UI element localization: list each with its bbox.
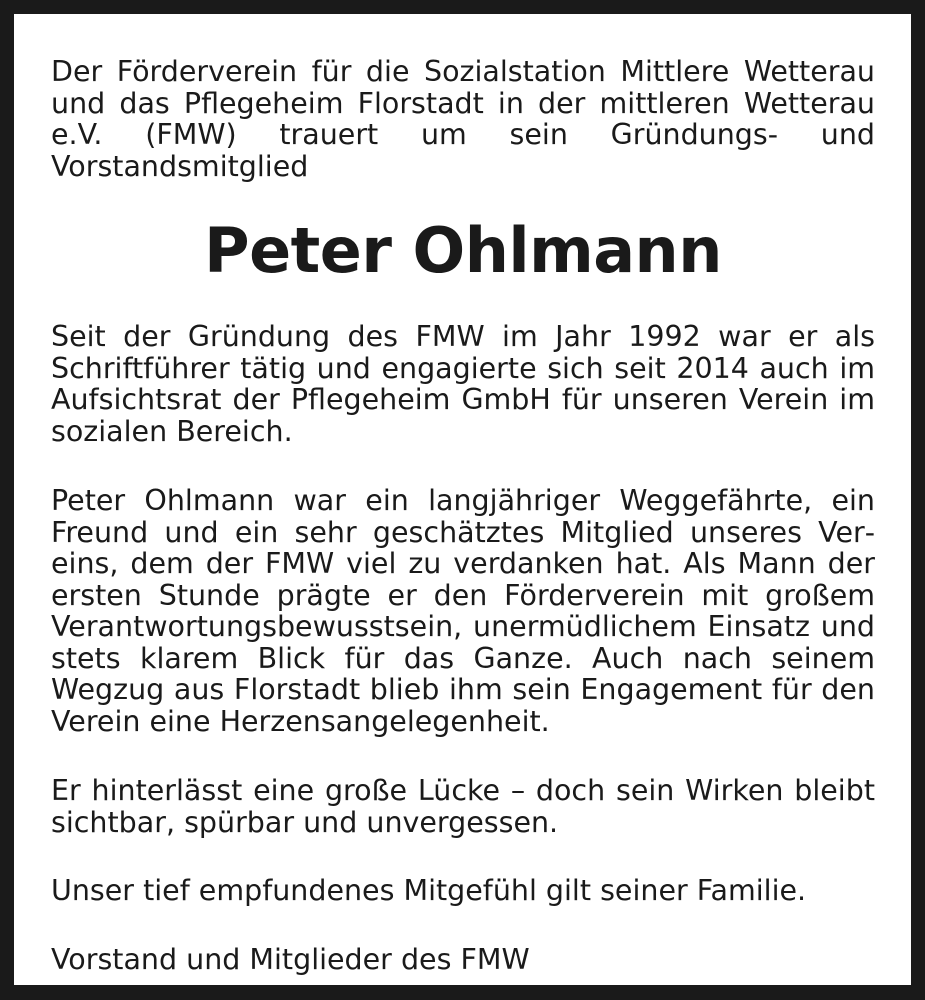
signature: Vorstand und Mitglieder des FMW — [51, 942, 530, 976]
paragraph-legacy: Er hinterlässt eine große Lücke – doch sein Wirken bleibt sichtbar, spürbar und unvergessen. — [51, 774, 875, 839]
paragraph-condolence: Unser tief empfundenes Mitgefühl gilt seiner Familie. — [51, 874, 807, 907]
deceased-name: Peter Ohlmann — [204, 214, 722, 287]
obituary-notice — [14, 14, 911, 985]
intro-text: Der Förderverein für die Sozialstation Mittlere Wetterau und das Pflegeheim Florstadt in der mittleren Wetterau e.V. (FMW) trauert um sein Gründungs- und Vorstandsmitglied — [51, 55, 875, 183]
paragraph-tribute: Peter Ohlmann war ein langjähriger Weggefährte, ein Freund und ein sehr geschätztes Mitglied unseres Vereins, dem der FMW viel zu verdanken hat. Als Mann der ersten Stunde prägte er den Förderverein mit großem Verantwortungsbewusstsein, unermüdlichem Einsatz und stets klarem Blick für das Ganze. Auch nach seinem Wegzug aus Florstadt blieb ihm sein Engagement für den Verein eine Herzensangelegenheit. — [51, 484, 875, 738]
paragraph-career: Seit der Gründung des FMW im Jahr 1992 war er als Schriftführer tätig und engagierte sich seit 2014 auch im Aufsichtsrat der Pflegeheim GmbH für unseren Verein im sozialen Bereich. — [51, 320, 875, 448]
